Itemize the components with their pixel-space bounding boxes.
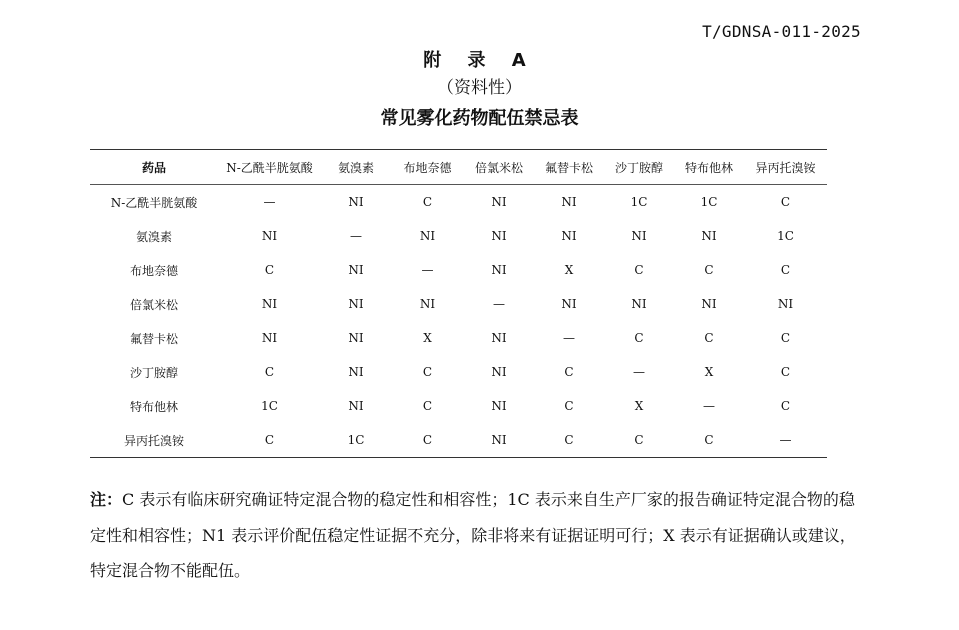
table-cell: NI — [261, 331, 278, 345]
table-cell: NI — [561, 195, 577, 209]
table-cell: C — [218, 423, 321, 458]
table-cell: C — [704, 263, 714, 277]
compatibility-table-wrapper — [90, 149, 827, 458]
table-cell: — — [350, 229, 362, 243]
compatibility-table — [90, 149, 827, 458]
table-cell: NI — [348, 263, 364, 277]
table-cell: C — [264, 365, 275, 379]
row-drug-label: 倍氯米松 — [129, 297, 178, 312]
table-row — [90, 389, 827, 423]
table-cell: C — [604, 423, 674, 458]
table-cell: NI — [261, 229, 278, 243]
table-cell: NI — [561, 229, 577, 243]
table-cell: NI — [464, 423, 534, 458]
table-cell: C — [634, 263, 644, 277]
header-col: 氟替卡松 — [534, 150, 604, 185]
table-cell: NI — [491, 195, 507, 209]
appendix-title: 附 录 A — [423, 50, 536, 71]
row-drug-label: 特布他林 — [129, 399, 178, 414]
table-cell: C — [422, 365, 433, 379]
appendix-nature: （资料性） — [437, 78, 522, 98]
table-cell: 1C — [261, 399, 278, 413]
table-cell: — — [563, 331, 575, 345]
header-col: 特布他林 — [674, 150, 744, 185]
table-cell: NI — [491, 331, 507, 345]
header-col: 异丙托溴铵 — [744, 150, 827, 185]
table-cell: C — [422, 195, 433, 209]
table-cell: NI — [348, 195, 364, 209]
table-title: 常见雾化药物配伍禁忌表 — [380, 108, 579, 129]
table-cell: 1C — [777, 229, 794, 243]
table-cell: C — [422, 399, 433, 413]
document-code: T/GDNSA-011-2025 — [702, 22, 861, 41]
table-cell: NI — [419, 297, 436, 311]
header-col: 氨溴素 — [321, 150, 391, 185]
table-cell: X — [564, 263, 574, 277]
table-row — [90, 287, 827, 321]
table-cell: C — [634, 331, 644, 345]
header-col: 布地奈德 — [391, 150, 464, 185]
table-cell: NI — [491, 229, 507, 243]
table-cell: NI — [261, 297, 278, 311]
row-drug-label: 布地奈德 — [129, 263, 178, 278]
table-cell: C — [780, 263, 791, 277]
table-row — [90, 253, 827, 287]
header-col: 沙丁胺醇 — [604, 150, 674, 185]
table-header-row — [90, 150, 827, 185]
table-cell: NI — [491, 399, 507, 413]
table-cell: NI — [631, 229, 647, 243]
table-cell: NI — [348, 331, 364, 345]
header-drug: 药品 — [90, 150, 218, 185]
table-row — [90, 355, 827, 389]
row-drug-label: 异丙托溴铵 — [90, 423, 218, 458]
table-cell: C — [564, 399, 574, 413]
title-block — [0, 48, 959, 134]
header-col: N-乙酰半胱氨酸 — [218, 150, 321, 185]
table-cell: C — [780, 195, 791, 209]
table-cell: NI — [777, 297, 794, 311]
note-text: C 表示有临床研究确证特定混合物的稳定性和相容性；1C 表示来自生产厂家的报告确证特定混合物的稳定性和相容性；N1 表示评价配伍稳定性证据不充分，除非将来有证据证明可行；X 表示有证据确认或建议，特定混合物不能配伍。 — [90, 490, 856, 580]
row-drug-label: 氟替卡松 — [129, 331, 178, 346]
table-cell: — — [421, 263, 434, 277]
table-cell: — — [703, 399, 715, 413]
table-cell: NI — [348, 399, 364, 413]
table-cell: — — [633, 365, 645, 379]
table-cell: C — [780, 399, 791, 413]
table-cell: NI — [701, 229, 717, 243]
table-cell: X — [634, 399, 644, 413]
note-label: 注： — [90, 490, 123, 509]
table-cell: NI — [701, 297, 717, 311]
table-note — [90, 482, 870, 589]
table-cell: X — [423, 331, 432, 345]
table-cell: — — [744, 423, 827, 458]
table-cell: NI — [348, 365, 364, 379]
table-row — [90, 321, 827, 355]
table-cell: C — [780, 365, 791, 379]
table-row — [90, 423, 827, 458]
table-cell: NI — [561, 297, 577, 311]
table-cell: X — [704, 365, 714, 379]
table-cell: NI — [419, 229, 436, 243]
table-cell: C — [564, 365, 574, 379]
table-row — [90, 185, 827, 220]
table-row — [90, 219, 827, 253]
table-cell: C — [534, 423, 604, 458]
row-drug-label: N-乙酰半胱氨酸 — [110, 195, 198, 210]
row-drug-label: 沙丁胺醇 — [129, 365, 178, 380]
table-cell: NI — [491, 263, 507, 277]
table-cell: — — [493, 297, 505, 311]
table-cell: 1C — [630, 195, 648, 209]
table-cell: C — [674, 423, 744, 458]
table-cell: — — [263, 195, 276, 209]
table-cell: NI — [348, 297, 364, 311]
row-drug-label: 氨溴素 — [135, 229, 172, 244]
table-cell: NI — [631, 297, 647, 311]
table-cell: 1C — [700, 195, 718, 209]
table-cell: C — [391, 423, 464, 458]
table-cell: 1C — [321, 423, 391, 458]
table-cell: C — [704, 331, 714, 345]
table-cell: C — [780, 331, 791, 345]
header-col: 倍氯米松 — [464, 150, 534, 185]
table-cell: C — [264, 263, 275, 277]
table-cell: NI — [491, 365, 507, 379]
